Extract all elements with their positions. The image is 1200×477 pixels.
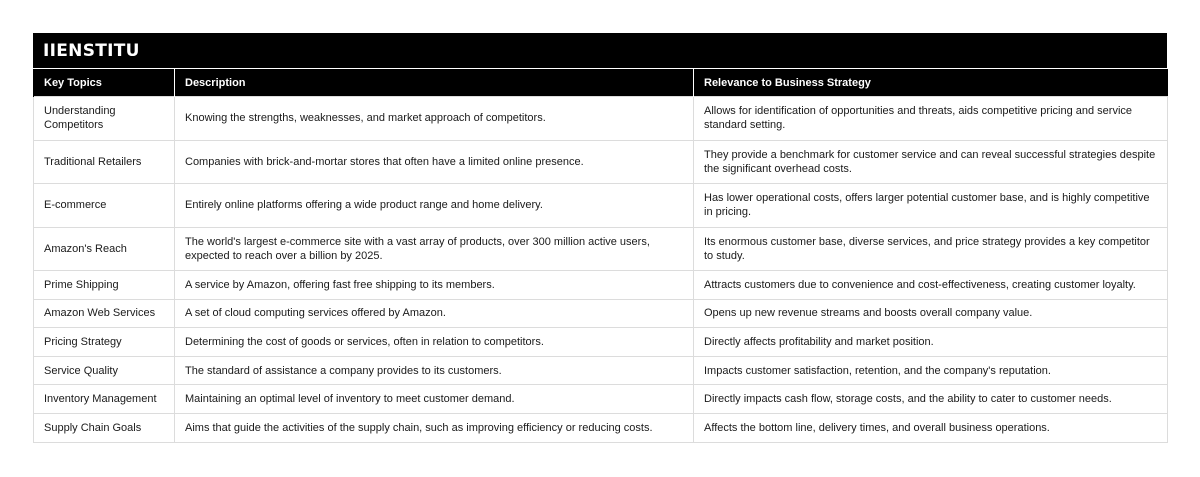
cell-topic: Traditional Retailers [34, 140, 175, 184]
key-topics-table [33, 68, 1168, 443]
cell-description: A set of cloud computing services offered by Amazon. [175, 299, 694, 328]
cell-relevance: Directly affects profitability and market position. [694, 328, 1168, 357]
cell-relevance: Impacts customer satisfaction, retention, and the company's reputation. [694, 356, 1168, 385]
column-header-relevance: Relevance to Business Strategy [694, 69, 1168, 97]
cell-description: The world's largest e-commerce site with a vast array of products, over 300 million active users, expected to reach over a billion by 2025. [175, 227, 694, 271]
cell-description: The standard of assistance a company provides to its customers. [175, 356, 694, 385]
cell-description: Knowing the strengths, weaknesses, and market approach of competitors. [175, 97, 694, 141]
table-row [34, 413, 1168, 442]
column-header-description: Description [175, 69, 694, 97]
table-row [34, 385, 1168, 414]
cell-description: A service by Amazon, offering fast free shipping to its members. [175, 271, 694, 300]
table-row [34, 184, 1168, 228]
cell-relevance: Affects the bottom line, delivery times, and overall business operations. [694, 413, 1168, 442]
cell-topic: Amazon's Reach [34, 227, 175, 271]
table-row [34, 328, 1168, 357]
table-row [34, 299, 1168, 328]
cell-topic: Pricing Strategy [34, 328, 175, 357]
table-row [34, 227, 1168, 271]
cell-topic: Service Quality [34, 356, 175, 385]
table-row [34, 271, 1168, 300]
cell-description: Companies with brick-and-mortar stores that often have a limited online presence. [175, 140, 694, 184]
table-row [34, 97, 1168, 141]
cell-topic: E-commerce [34, 184, 175, 228]
cell-relevance: Allows for identification of opportunities and threats, aids competitive pricing and service standard setting. [694, 97, 1168, 141]
content-wrapper [33, 33, 1167, 443]
cell-topic: Inventory Management [34, 385, 175, 414]
table-header-row [34, 69, 1168, 97]
cell-topic: Understanding Competitors [34, 97, 175, 141]
cell-relevance: Has lower operational costs, offers larger potential customer base, and is highly competitive in pricing. [694, 184, 1168, 228]
column-header-key-topics: Key Topics [34, 69, 175, 97]
cell-relevance: Its enormous customer base, diverse services, and price strategy provides a key competitor to study. [694, 227, 1168, 271]
cell-topic: Supply Chain Goals [34, 413, 175, 442]
cell-topic: Prime Shipping [34, 271, 175, 300]
cell-relevance: Opens up new revenue streams and boosts overall company value. [694, 299, 1168, 328]
cell-description: Aims that guide the activities of the supply chain, such as improving efficiency or reducing costs. [175, 413, 694, 442]
table-row [34, 356, 1168, 385]
cell-description: Determining the cost of goods or services, often in relation to competitors. [175, 328, 694, 357]
cell-topic: Amazon Web Services [34, 299, 175, 328]
cell-relevance: They provide a benchmark for customer service and can reveal successful strategies despite the significant overhead costs. [694, 140, 1168, 184]
brand-header [33, 33, 1167, 68]
cell-description: Entirely online platforms offering a wide product range and home delivery. [175, 184, 694, 228]
brand-title: IIENSTITU [43, 40, 140, 61]
cell-description: Maintaining an optimal level of inventory to meet customer demand. [175, 385, 694, 414]
cell-relevance: Attracts customers due to convenience and cost-effectiveness, creating customer loyalty. [694, 271, 1168, 300]
table-row [34, 140, 1168, 184]
cell-relevance: Directly impacts cash flow, storage costs, and the ability to cater to customer needs. [694, 385, 1168, 414]
